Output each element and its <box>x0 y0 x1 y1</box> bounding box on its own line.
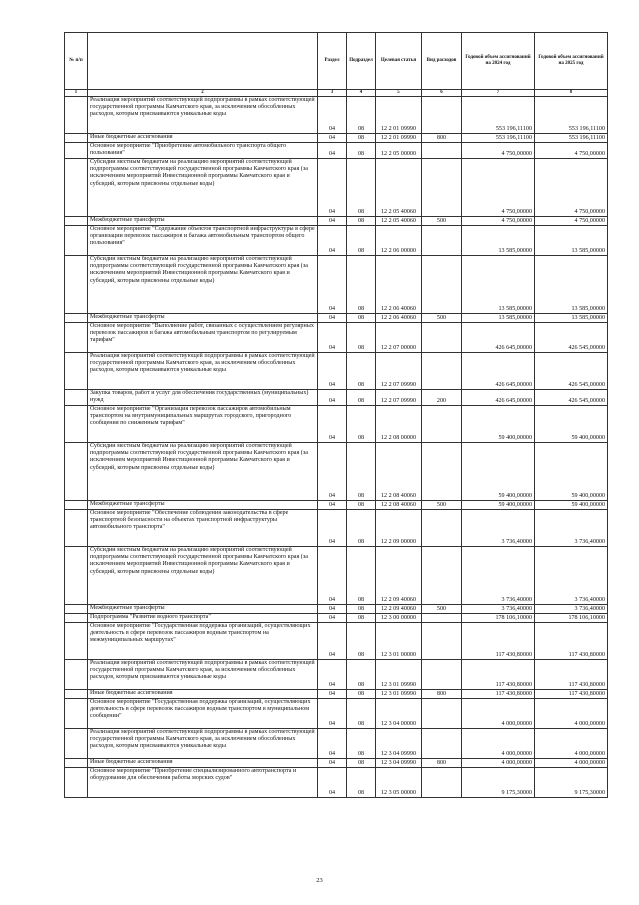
row-razdel: 04 <box>318 406 347 443</box>
row-name: Субсидии местным бюджетам на реализацию мероприятий соответствующей подпрограммы соответствующей государственной программы Камчатского края (за исключением мероприятий Инвестиционной программы Камчатского края и субсидий, которым присвоены отдельные коды) <box>88 256 318 314</box>
column-number-row <box>65 90 608 97</box>
table-row <box>65 510 608 547</box>
row-name: Основное мероприятие "Обеспечение соблюдения законодательства в сфере транспортной безопасности на объектах транспортной инфраструктуры автомобильного транспорта" <box>88 510 318 547</box>
row-podrazdel: 08 <box>347 353 376 390</box>
col-number: 5 <box>376 90 422 97</box>
row-2025: 4 750,00000 <box>535 159 608 217</box>
row-name: Закупка товаров, работ и услуг для обеспечения государственных (муниципальных) нужд <box>88 390 318 406</box>
row-vr <box>422 143 462 159</box>
row-num <box>65 353 88 390</box>
row-name: Иные бюджетные ассигнования <box>88 690 318 699</box>
row-tsr: 12 2 08 40060 <box>376 501 422 510</box>
table-row <box>65 605 608 614</box>
row-2024: 4 750,00000 <box>462 159 535 217</box>
row-tsr: 12 2 01 09990 <box>376 97 422 134</box>
row-2025: 9 175,30000 <box>535 768 608 798</box>
row-2024: 553 196,11100 <box>462 134 535 143</box>
row-razdel: 04 <box>318 690 347 699</box>
row-vr: 500 <box>422 605 462 614</box>
row-name: Основное мероприятие "Организация перевозок пассажиров автомобильным транспортом на внутримуниципальных маршрутах городского, пригородного сообщения по сниженным тарифам" <box>88 406 318 443</box>
row-2025: 4 000,00000 <box>535 699 608 729</box>
row-podrazdel: 08 <box>347 143 376 159</box>
row-2024: 553 196,11100 <box>462 97 535 134</box>
row-2025: 117 430,80000 <box>535 690 608 699</box>
row-razdel: 04 <box>318 729 347 759</box>
row-razdel: 04 <box>318 605 347 614</box>
row-razdel: 04 <box>318 660 347 690</box>
col-number: 8 <box>535 90 608 97</box>
row-podrazdel: 08 <box>347 217 376 226</box>
row-2025: 59 400,00000 <box>535 501 608 510</box>
row-podrazdel: 08 <box>347 690 376 699</box>
row-podrazdel: 08 <box>347 623 376 660</box>
row-vr <box>422 323 462 353</box>
table-row <box>65 547 608 605</box>
row-name: Субсидии местным бюджетам на реализацию мероприятий соответствующей подпрограммы соответствующей государственной программы Камчатского края (за исключением мероприятий Инвестиционной программы Камчатского края и субсидий, которым присвоены отдельные коды) <box>88 159 318 217</box>
row-2025: 13 585,00000 <box>535 314 608 323</box>
row-tsr: 12 3 04 09990 <box>376 729 422 759</box>
row-2025: 117 430,80000 <box>535 623 608 660</box>
row-vr <box>422 97 462 134</box>
row-num <box>65 314 88 323</box>
row-vr <box>422 729 462 759</box>
row-tsr: 12 2 09 00000 <box>376 510 422 547</box>
row-vr: 500 <box>422 314 462 323</box>
col-number: 2 <box>88 90 318 97</box>
row-2024: 426 645,00000 <box>462 353 535 390</box>
row-tsr: 12 3 00 00000 <box>376 614 422 623</box>
row-vr <box>422 443 462 501</box>
table-row <box>65 699 608 729</box>
row-podrazdel: 08 <box>347 134 376 143</box>
table-row <box>65 323 608 353</box>
table-row <box>65 501 608 510</box>
table-row <box>65 314 608 323</box>
row-podrazdel: 08 <box>347 699 376 729</box>
row-name: Субсидии местным бюджетам на реализацию мероприятий соответствующей подпрограммы соответствующей государственной программы Камчатского края (за исключением мероприятий Инвестиционной программы Камчатского края и субсидий, которым присвоены отдельные коды) <box>88 443 318 501</box>
row-tsr: 12 2 01 09990 <box>376 134 422 143</box>
row-tsr: 12 2 07 00000 <box>376 323 422 353</box>
row-razdel: 04 <box>318 614 347 623</box>
row-vr <box>422 406 462 443</box>
header-razdel: Раздел <box>318 33 347 90</box>
row-tsr: 12 2 05 40060 <box>376 217 422 226</box>
row-2025: 117 430,80000 <box>535 660 608 690</box>
row-name: Реализация мероприятий соответствующей подпрограммы в рамках соответствующей государственной программы Камчатского края, за исключением обособленных расходов, которым присваиваются уникальные коды <box>88 97 318 134</box>
row-razdel: 04 <box>318 256 347 314</box>
row-num <box>65 623 88 660</box>
row-tsr: 12 3 01 09990 <box>376 690 422 699</box>
table-row <box>65 256 608 314</box>
row-2025: 4 750,00000 <box>535 143 608 159</box>
row-num <box>65 97 88 134</box>
row-vr <box>422 510 462 547</box>
row-name: Межбюджетные трансферты <box>88 501 318 510</box>
row-vr: 800 <box>422 759 462 768</box>
row-podrazdel: 08 <box>347 256 376 314</box>
row-name: Основное мероприятие "Приобретение автомобильного транспорта общего пользования" <box>88 143 318 159</box>
row-tsr: 12 2 06 00000 <box>376 226 422 256</box>
row-name: Межбюджетные трансферты <box>88 217 318 226</box>
row-razdel: 04 <box>318 390 347 406</box>
row-2025: 3 736,40000 <box>535 605 608 614</box>
row-tsr: 12 3 04 00000 <box>376 699 422 729</box>
row-2025: 4 000,00000 <box>535 729 608 759</box>
row-podrazdel: 08 <box>347 97 376 134</box>
row-2024: 4 750,00000 <box>462 217 535 226</box>
row-razdel: 04 <box>318 143 347 159</box>
row-num <box>65 501 88 510</box>
row-tsr: 12 3 04 09990 <box>376 759 422 768</box>
row-podrazdel: 08 <box>347 443 376 501</box>
row-tsr: 12 3 01 00000 <box>376 623 422 660</box>
row-2025: 59 400,00000 <box>535 443 608 501</box>
row-2024: 117 430,80000 <box>462 690 535 699</box>
table-row <box>65 729 608 759</box>
row-2024: 178 106,10000 <box>462 614 535 623</box>
table-row <box>65 690 608 699</box>
row-2024: 3 736,40000 <box>462 605 535 614</box>
row-name: Основное мероприятие "Содержание объектов транспортной инфраструктуры в сфере организации перевозок пассажиров и багажа автомобильным транспортом общего пользования" <box>88 226 318 256</box>
header-name <box>88 33 318 90</box>
row-vr <box>422 660 462 690</box>
row-vr <box>422 768 462 798</box>
col-number: 1 <box>65 90 88 97</box>
row-2025: 3 736,40000 <box>535 547 608 605</box>
row-name: Реализация мероприятий соответствующей подпрограммы в рамках соответствующей государственной программы Камчатского края, за исключением обособленных расходов, которым присваиваются уникальные коды <box>88 353 318 390</box>
row-name: Иные бюджетные ассигнования <box>88 134 318 143</box>
row-name: Основное мероприятие "Государственная поддержка организаций, осуществляющих деятельность в сфере перевозок пассажиров водным транспортом на межмуниципальных маршрутах" <box>88 623 318 660</box>
row-razdel: 04 <box>318 501 347 510</box>
row-vr <box>422 256 462 314</box>
row-num <box>65 159 88 217</box>
table-body <box>65 97 608 798</box>
header-num: № п/п <box>65 33 88 90</box>
row-tsr: 12 2 08 00000 <box>376 406 422 443</box>
col-number: 4 <box>347 90 376 97</box>
row-2025: 553 196,11100 <box>535 97 608 134</box>
row-2024: 4 000,00000 <box>462 699 535 729</box>
row-2024: 426 645,00000 <box>462 323 535 353</box>
row-num <box>65 768 88 798</box>
row-podrazdel: 08 <box>347 759 376 768</box>
row-razdel: 04 <box>318 699 347 729</box>
row-tsr: 12 3 05 00000 <box>376 768 422 798</box>
row-2024: 13 585,00000 <box>462 226 535 256</box>
col-number: 7 <box>462 90 535 97</box>
row-num <box>65 699 88 729</box>
row-2024: 117 430,80000 <box>462 623 535 660</box>
row-name: Подпрограмма "Развитие водного транспорта" <box>88 614 318 623</box>
table-row <box>65 768 608 798</box>
row-podrazdel: 08 <box>347 510 376 547</box>
row-podrazdel: 08 <box>347 226 376 256</box>
row-name: Основное мероприятие "Государственная поддержка организаций, осуществляющих деятельность в сфере перевозок пассажиров водным транспортом в муниципальном сообщении" <box>88 699 318 729</box>
table-row <box>65 159 608 217</box>
row-2024: 59 400,00000 <box>462 501 535 510</box>
row-name: Межбюджетные трансферты <box>88 605 318 614</box>
row-podrazdel: 08 <box>347 660 376 690</box>
row-num <box>65 217 88 226</box>
row-2025: 13 585,00000 <box>535 256 608 314</box>
row-vr <box>422 614 462 623</box>
table-row <box>65 623 608 660</box>
row-2024: 426 645,00000 <box>462 390 535 406</box>
row-2025: 426 545,00000 <box>535 390 608 406</box>
row-name: Основное мероприятие "Выполнение работ, связанных с осуществлением регулярных перевозок пассажиров и багажа автомобильным транспортом по регулируемым тарифам" <box>88 323 318 353</box>
table-row <box>65 614 608 623</box>
row-razdel: 04 <box>318 768 347 798</box>
row-2024: 13 585,00000 <box>462 314 535 323</box>
header-2025: Годовой объем ассигнований на 2025 год <box>535 33 608 90</box>
row-num <box>65 226 88 256</box>
row-num <box>65 143 88 159</box>
row-razdel: 04 <box>318 623 347 660</box>
row-name: Субсидии местным бюджетам на реализацию мероприятий соответствующей подпрограммы соответствующей государственной программы Камчатского края (за исключением мероприятий Инвестиционной программы Камчатского края и субсидий, которым присвоены отдельные коды) <box>88 547 318 605</box>
row-tsr: 12 2 07 09990 <box>376 353 422 390</box>
row-podrazdel: 08 <box>347 729 376 759</box>
row-num <box>65 443 88 501</box>
row-num <box>65 323 88 353</box>
header-row <box>65 33 608 90</box>
table-row <box>65 97 608 134</box>
row-2025: 4 750,00000 <box>535 217 608 226</box>
row-2024: 4 000,00000 <box>462 759 535 768</box>
table-row <box>65 353 608 390</box>
row-num <box>65 510 88 547</box>
col-number: 6 <box>422 90 462 97</box>
row-num <box>65 134 88 143</box>
row-razdel: 04 <box>318 510 347 547</box>
row-tsr: 12 2 05 40060 <box>376 159 422 217</box>
row-podrazdel: 08 <box>347 547 376 605</box>
row-2025: 59 400,00000 <box>535 406 608 443</box>
row-num <box>65 759 88 768</box>
row-name: Реализация мероприятий соответствующей подпрограммы в рамках соответствующей государственной программы Камчатского края, за исключением обособленных расходов, которым присваиваются уникальные коды <box>88 729 318 759</box>
row-tsr: 12 2 08 40060 <box>376 443 422 501</box>
table-row <box>65 660 608 690</box>
row-name: Реализация мероприятий соответствующей подпрограммы в рамках соответствующей государственной программы Камчатского края, за исключением обособленных расходов, которым присваиваются уникальные коды <box>88 660 318 690</box>
row-razdel: 04 <box>318 226 347 256</box>
row-razdel: 04 <box>318 323 347 353</box>
row-razdel: 04 <box>318 547 347 605</box>
row-2024: 13 585,00000 <box>462 256 535 314</box>
row-vr: 500 <box>422 501 462 510</box>
row-2025: 426 545,00000 <box>535 353 608 390</box>
row-num <box>65 406 88 443</box>
row-2024: 3 736,40000 <box>462 510 535 547</box>
row-2024: 59 400,00000 <box>462 443 535 501</box>
row-podrazdel: 08 <box>347 390 376 406</box>
row-name: Межбюджетные трансферты <box>88 314 318 323</box>
row-razdel: 04 <box>318 314 347 323</box>
row-tsr: 12 2 09 40060 <box>376 547 422 605</box>
row-num <box>65 390 88 406</box>
page-number: 23 <box>316 877 323 884</box>
row-vr <box>422 159 462 217</box>
row-2024: 9 175,30000 <box>462 768 535 798</box>
row-2025: 426 545,00000 <box>535 323 608 353</box>
row-2025: 4 000,00000 <box>535 759 608 768</box>
row-razdel: 04 <box>318 759 347 768</box>
row-razdel: 04 <box>318 134 347 143</box>
row-2024: 3 736,40000 <box>462 547 535 605</box>
table-row <box>65 134 608 143</box>
table-row <box>65 759 608 768</box>
row-tsr: 12 3 01 09990 <box>376 660 422 690</box>
row-2025: 178 106,10000 <box>535 614 608 623</box>
row-vr <box>422 623 462 660</box>
header-tsr: Целевая статья <box>376 33 422 90</box>
row-2024: 4 000,00000 <box>462 729 535 759</box>
row-tsr: 12 2 06 40060 <box>376 314 422 323</box>
row-num <box>65 605 88 614</box>
budget-table <box>64 32 608 798</box>
row-name: Иные бюджетные ассигнования <box>88 759 318 768</box>
row-vr <box>422 353 462 390</box>
row-vr: 800 <box>422 690 462 699</box>
table-row <box>65 443 608 501</box>
row-2024: 4 750,00000 <box>462 143 535 159</box>
row-2024: 117 430,80000 <box>462 660 535 690</box>
table-row <box>65 226 608 256</box>
row-tsr: 12 2 05 00000 <box>376 143 422 159</box>
row-num <box>65 547 88 605</box>
header-vr: Вид расходов <box>422 33 462 90</box>
table-row <box>65 143 608 159</box>
row-podrazdel: 08 <box>347 314 376 323</box>
row-podrazdel: 08 <box>347 501 376 510</box>
row-tsr: 12 2 06 40060 <box>376 256 422 314</box>
row-vr: 500 <box>422 217 462 226</box>
row-podrazdel: 08 <box>347 406 376 443</box>
row-razdel: 04 <box>318 159 347 217</box>
row-2025: 13 585,00000 <box>535 226 608 256</box>
row-num <box>65 256 88 314</box>
row-2025: 3 736,40000 <box>535 510 608 547</box>
row-razdel: 04 <box>318 217 347 226</box>
row-tsr: 12 2 09 40060 <box>376 605 422 614</box>
row-tsr: 12 2 07 09990 <box>376 390 422 406</box>
table-row <box>65 406 608 443</box>
row-podrazdel: 08 <box>347 768 376 798</box>
table-row <box>65 217 608 226</box>
row-2025: 553 196,11100 <box>535 134 608 143</box>
row-podrazdel: 08 <box>347 614 376 623</box>
row-num <box>65 690 88 699</box>
row-razdel: 04 <box>318 97 347 134</box>
header-2024: Годовой объем ассигнований на 2024 год <box>462 33 535 90</box>
row-razdel: 04 <box>318 353 347 390</box>
row-vr <box>422 547 462 605</box>
row-2024: 59 400,00000 <box>462 406 535 443</box>
row-num <box>65 660 88 690</box>
row-podrazdel: 08 <box>347 605 376 614</box>
row-vr <box>422 699 462 729</box>
row-vr: 200 <box>422 390 462 406</box>
table-row <box>65 390 608 406</box>
row-podrazdel: 08 <box>347 323 376 353</box>
row-name: Основное мероприятие "Приобретение специализированного автотранспорта и оборудования для обеспечения работы морских судов" <box>88 768 318 798</box>
row-num <box>65 729 88 759</box>
col-number: 3 <box>318 90 347 97</box>
row-num <box>65 614 88 623</box>
row-razdel: 04 <box>318 443 347 501</box>
row-vr: 800 <box>422 134 462 143</box>
row-podrazdel: 08 <box>347 159 376 217</box>
header-podrazdel: Подраздел <box>347 33 376 90</box>
row-vr <box>422 226 462 256</box>
